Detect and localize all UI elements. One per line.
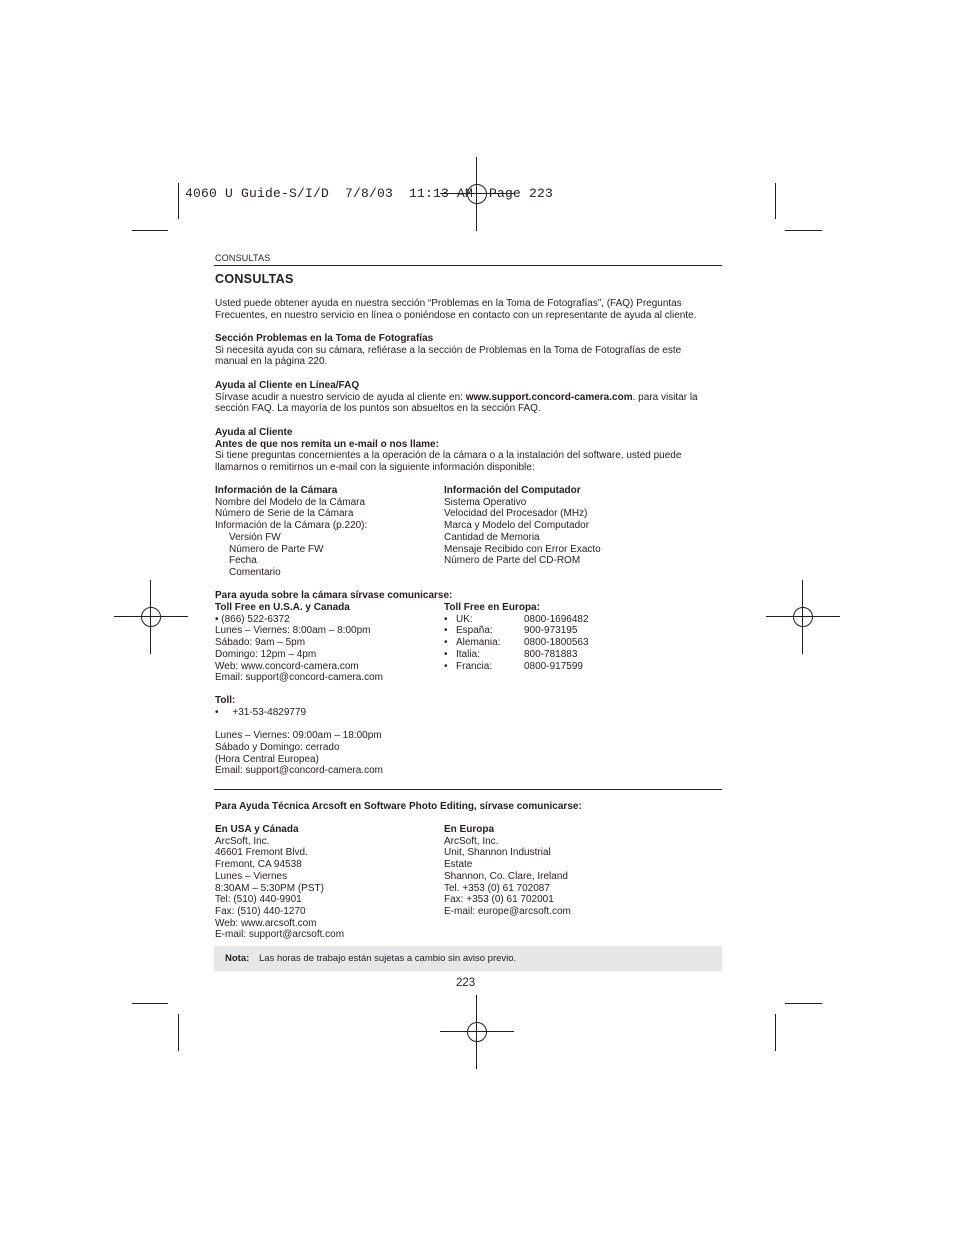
- toll-line: Lunes – Viernes: 09:00am – 18:00pm: [215, 730, 382, 742]
- toll-email-link[interactable]: Email: support@concord-camera.com: [215, 765, 383, 777]
- list-item: Cantidad de Memoria: [444, 531, 540, 543]
- list-subitem: Versión FW: [229, 531, 281, 543]
- list-item: Velocidad del Procesador (MHz): [444, 508, 588, 520]
- arcsoft-europe-line: Fax: +353 (0) 61 702001: [444, 894, 554, 906]
- usa-contact: [215, 602, 383, 684]
- arcsoft-usa-line: ArcSoft, Inc.: [215, 835, 270, 847]
- customer-line: Si tiene preguntas concernientes a la operación de la cámara o a la instalación del software, usted puede: [215, 450, 682, 462]
- europe-contact: [444, 602, 589, 672]
- arcsoft-europe-line: Tel. +353 (0) 61 702087: [444, 882, 550, 894]
- problems-heading: Sección Problemas en la Toma de Fotografías: [215, 333, 434, 344]
- print-slug: 4060 U Guide-S/I/D 7/8/03 11:13 AM Page 223: [185, 186, 554, 201]
- note-text: Las horas de trabajo están sujetas a cambio sin aviso previo.: [259, 953, 517, 964]
- europe-row: • Francia: 0800-917599: [444, 660, 583, 672]
- usa-line: Lunes – Viernes: 8:00am – 8:00pm: [215, 625, 371, 637]
- arcsoft-europe-heading: En Europa: [444, 824, 495, 835]
- arcsoft-heading: Para Ayuda Técnica Arcsoft en Software Photo Editing, sírvase comunicarse:: [215, 801, 582, 812]
- usa-line: • (866) 522-6372: [215, 613, 290, 625]
- contact-heading: Para ayuda sobre la cámara sírvase comunicarse:: [215, 590, 453, 601]
- usa-heading: Toll Free en U.S.A. y Canada: [215, 602, 350, 613]
- arcsoft-usa-line: Tel: (510) 440-9901: [215, 894, 302, 906]
- toll-contact: [215, 695, 383, 777]
- section-rule: [214, 789, 722, 790]
- toll-line: Sábado y Domingo: cerrado: [215, 741, 340, 753]
- arcsoft-web-link[interactable]: Web: www.arcsoft.com: [215, 917, 317, 929]
- list-item: Información de la Cámara (p.220):: [215, 520, 368, 532]
- list-item: Número de Parte del CD-ROM: [444, 555, 581, 567]
- customer-subheading: Antes de que nos remita un e-mail o nos llame:: [215, 438, 439, 450]
- faq-text: Sírvase acudir a nuestro servicio de ayuda al cliente en:: [215, 391, 466, 403]
- faq-line: [215, 392, 698, 404]
- page-title: CONSULTAS: [215, 272, 294, 286]
- running-header: CONSULTAS: [215, 253, 271, 263]
- list-subitem: Fecha: [229, 555, 257, 567]
- customer-heading: Ayuda al Cliente: [215, 427, 293, 438]
- list-item: Nombre del Modelo de la Cámara: [215, 496, 366, 508]
- spacer: [215, 718, 383, 730]
- arcsoft-usa-line: Fax: (510) 440-1270: [215, 905, 306, 917]
- europe-row: • Italia: 800-781883: [444, 648, 578, 660]
- europe-heading: Toll Free en Europa:: [444, 602, 540, 613]
- arcsoft-usa-line: Lunes – Viernes: [215, 870, 288, 882]
- usa-email-link[interactable]: Email: support@concord-camera.com: [215, 672, 383, 684]
- problems-line: Si necesita ayuda con su cámara, refiérase a la sección de Problemas en la Toma de Fotografías de este: [215, 344, 682, 356]
- toll-line: (Hora Central Europea): [215, 753, 319, 765]
- crop-mark-tr-h: [785, 230, 822, 231]
- intro-line: Frecuentes, en nuestro servicio en línea o poniéndose en contacto con un representante de ayuda al cliente.: [215, 309, 697, 321]
- arcsoft-europe-line: Estate: [444, 859, 473, 871]
- arcsoft-usa-line: Fremont, CA 94538: [215, 859, 302, 871]
- camera-info-list: [215, 485, 367, 579]
- list-subitem: Número de Parte FW: [229, 543, 324, 555]
- arcsoft-usa-line: 46601 Fremont Blvd.: [215, 847, 308, 859]
- registration-mark-right: [766, 580, 840, 654]
- usa-web-link[interactable]: Web: www.concord-camera.com: [215, 660, 359, 672]
- arcsoft-usa: [215, 824, 344, 941]
- faq-text: . para visitar la: [632, 391, 698, 403]
- europe-row: • UK: 0800-1696482: [444, 613, 589, 625]
- crop-mark-tl-v: [178, 183, 179, 219]
- problems-line: manual en la página 220.: [215, 356, 328, 368]
- intro-line: Usted puede obtener ayuda en nuestra sección “Problemas en la Toma de Fotografías”, (FAQ) Preguntas: [215, 298, 682, 309]
- page-number: 223: [456, 977, 476, 989]
- header-rule: [214, 265, 722, 266]
- arcsoft-usa-heading: En USA y Cánada: [215, 824, 299, 835]
- faq-section: [215, 380, 698, 415]
- crop-mark-bl-h: [132, 1003, 168, 1004]
- crop-mark-br-h: [785, 1003, 822, 1004]
- faq-line: sección FAQ. La mayoría de los puntos son absueltos en la sección FAQ.: [215, 403, 541, 415]
- usa-line: Sábado: 9am – 5pm: [215, 637, 306, 649]
- support-url-link[interactable]: www.support.concord-camera.com: [465, 391, 633, 403]
- crop-mark-br-v: [775, 1014, 776, 1051]
- note-label: Nota:: [225, 953, 250, 964]
- list-item: Marca y Modelo del Computador: [444, 520, 590, 532]
- toll-heading: Toll:: [215, 695, 236, 706]
- crop-mark-bl-v: [178, 1014, 179, 1051]
- toll-phone: • +31-53-4829779: [215, 706, 307, 718]
- list-item: Mensaje Recibido con Error Exacto: [444, 543, 601, 555]
- problems-section: [215, 333, 681, 368]
- europe-row: • España: 900-973195: [444, 625, 578, 637]
- intro-paragraph: [215, 298, 696, 321]
- customer-line: llamarnos o remitirnos un e-mail con la siguiente información disponible:: [215, 462, 535, 474]
- arcsoft-europe-line: Unit, Shannon Industrial: [444, 847, 551, 859]
- arcsoft-europe-email-link[interactable]: E-mail: europe@arcsoft.com: [444, 905, 571, 917]
- crop-mark-tl-h: [132, 230, 168, 231]
- arcsoft-europe-line: Shannon, Co. Clare, Ireland: [444, 870, 568, 882]
- arcsoft-usa-line: 8:30AM – 5:30PM (PST): [215, 882, 324, 894]
- computer-info-heading: Información del Computador: [444, 485, 581, 496]
- camera-info-heading: Información de la Cámara: [215, 485, 338, 496]
- faq-heading: Ayuda al Cliente en Línea/FAQ: [215, 380, 360, 391]
- customer-section: [215, 427, 681, 474]
- computer-info-list: [444, 485, 601, 567]
- registration-mark-bottom: [440, 995, 514, 1069]
- crop-mark-tr-v: [775, 183, 776, 219]
- list-subitem: Comentario: [229, 566, 281, 578]
- list-item: Número de Serie de la Cámara: [215, 508, 354, 520]
- list-item: Sistema Operativo: [444, 496, 527, 508]
- arcsoft-email-link[interactable]: E-mail: support@arcsoft.com: [215, 929, 345, 941]
- arcsoft-europe: [444, 824, 571, 918]
- note-box: [214, 946, 722, 971]
- arcsoft-europe-line: ArcSoft, Inc.: [444, 835, 499, 847]
- europe-row: • Alemania: 0800-1800563: [444, 637, 589, 649]
- usa-line: Domingo: 12pm – 4pm: [215, 648, 317, 660]
- registration-mark-left: [114, 580, 188, 654]
